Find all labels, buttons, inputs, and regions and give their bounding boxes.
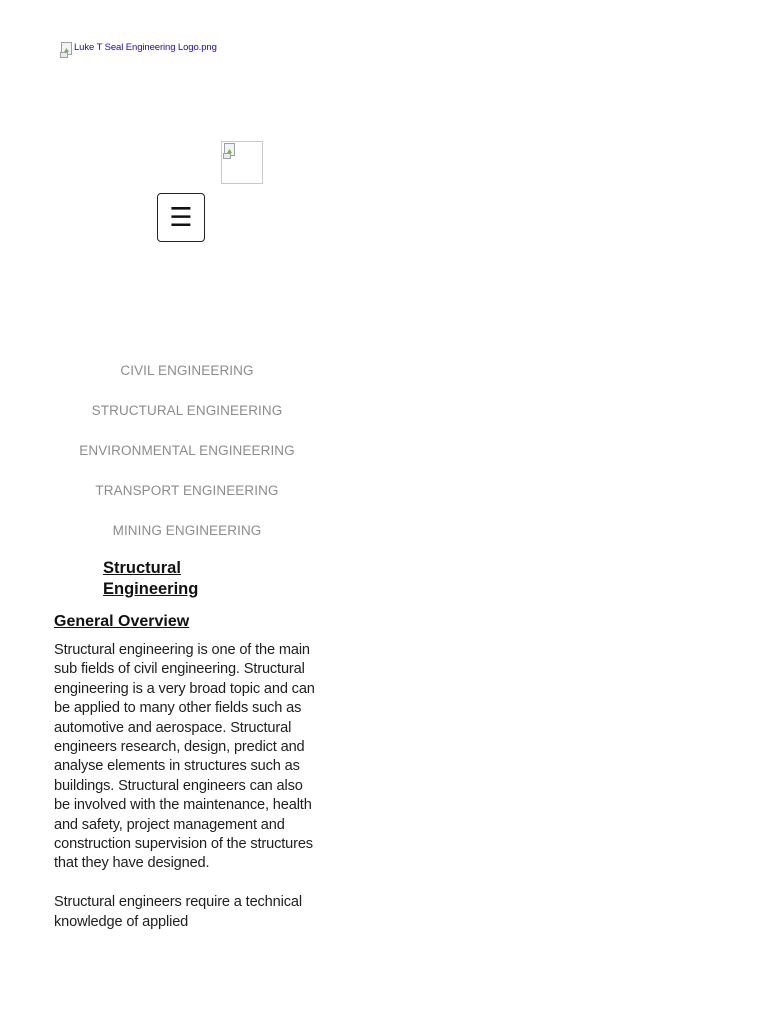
nav-item-mining-engineering — [0, 518, 374, 558]
nav-item-structural-engineering — [0, 398, 374, 438]
article-content — [54, 641, 322, 951]
broken-image-icon — [60, 42, 74, 58]
logo-link[interactable] — [60, 42, 217, 58]
nav-link-civil-engineering[interactable]: CIVIL ENGINEERING — [120, 363, 254, 378]
broken-image-icon — [223, 143, 237, 159]
broken-image-placeholder — [221, 141, 263, 184]
nav-link-transport-engineering[interactable]: TRANSPORT ENGINEERING — [95, 483, 279, 498]
nav-link-environmental-engineering[interactable]: ENVIRONMENTAL ENGINEERING — [79, 443, 295, 458]
menu-toggle-button[interactable] — [157, 193, 205, 242]
page-title: Structural Engineering — [103, 559, 199, 598]
hamburger-menu-icon: ☰ — [169, 202, 193, 233]
main-nav — [0, 358, 374, 558]
section-heading-general-overview: General Overview — [54, 613, 190, 630]
nav-link-structural-engineering[interactable]: STRUCTURAL ENGINEERING — [91, 403, 283, 418]
nav-item-civil-engineering — [0, 358, 374, 398]
nav-link-mining-engineering[interactable]: MINING ENGINEERING — [112, 523, 262, 538]
paragraph: Structural engineering is one of the main sub fields of civil engineering. Structural engineering is a very broad topic and can be applied to many other fields such as automotive and aerospace. Structural engineers research, design, predict and analyse elements in structures such as buildings. Structural engineers can also be involved with the maintenance, health and safety, project management and construction supervision of the structures that they have designed. — [54, 642, 315, 872]
nav-item-transport-engineering — [0, 478, 374, 518]
nav-item-environmental-engineering — [0, 438, 374, 478]
logo-alt-text: Luke T Seal Engineering Logo.png — [74, 42, 217, 53]
paragraph: Structural engineers require a technical knowledge of applied — [54, 894, 302, 930]
